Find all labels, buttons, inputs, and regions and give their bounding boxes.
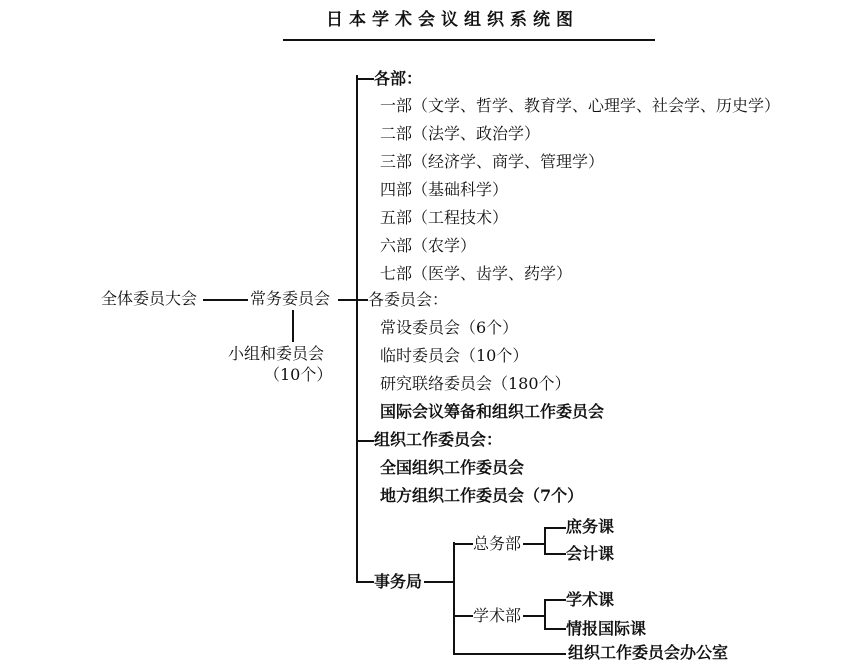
branch-unit-2 (544, 553, 566, 555)
org-committee-label: 组织工作委员会： (374, 430, 503, 449)
subgroup-node: 小组和委员会 (228, 344, 325, 363)
branch-unit-4 (544, 628, 566, 630)
committee-item-1: 常设委员会（6个） (380, 318, 519, 337)
branch-sections (356, 78, 374, 80)
branch-org-committee (356, 440, 374, 442)
unit-intl-info: 情报国际课 (566, 619, 647, 638)
diagram-title: 日本学术会议组织系统图 (326, 10, 579, 30)
secretariat-spine (453, 542, 455, 654)
connector-academic (523, 615, 545, 617)
standing-committee-node: 常务委员会 (250, 289, 331, 308)
main-spine (356, 75, 358, 583)
connector-standing-subgroup (292, 310, 294, 342)
section-item-4: 四部（基础科学） (380, 180, 509, 199)
subgroup-count: （10个） (264, 365, 333, 384)
section-item-7: 七部（医学、齿学、药学） (380, 264, 573, 283)
branch-committees (356, 299, 368, 301)
secretariat-node: 事务局 (374, 572, 423, 591)
general-affairs-spine (544, 527, 546, 555)
section-item-6: 六部（农学） (380, 236, 477, 255)
title-underline (283, 39, 655, 41)
unit-academic: 学术课 (566, 590, 615, 609)
section-item-5: 五部（工程技术） (380, 208, 509, 227)
academic-spine (544, 599, 546, 630)
connector-assembly-standing (203, 299, 248, 301)
branch-office (453, 653, 566, 655)
branch-academic (453, 615, 473, 617)
branch-unit-3 (544, 599, 566, 601)
branch-secretariat (356, 581, 374, 583)
org-committee-item-1: 全国组织工作委员会 (380, 458, 525, 477)
section-item-3: 三部（经济学、商学、管理学） (380, 152, 605, 171)
branch-general-affairs (453, 543, 473, 545)
unit-accounting: 会计课 (566, 544, 615, 563)
general-affairs-node: 总务部 (473, 534, 522, 553)
connector-general-affairs (523, 543, 545, 545)
connector-standing-spine (338, 299, 358, 301)
sections-label: 各部： (374, 69, 423, 88)
unit-general-affairs: 庶务课 (566, 517, 615, 536)
section-item-1: 一部（文学、哲学、教育学、心理学、社会学、历史学） (380, 96, 781, 115)
branch-unit-1 (544, 527, 566, 529)
academic-node: 学术部 (473, 606, 522, 625)
committee-item-3: 研究联络委员会（180个） (380, 374, 571, 393)
committee-item-4: 国际会议筹备和组织工作委员会 (380, 402, 605, 421)
general-assembly-node: 全体委员大会 (101, 289, 198, 308)
office-node: 组织工作委员会办公室 (568, 643, 729, 662)
committees-label: 各委员会： (368, 290, 449, 309)
section-item-2: 二部（法学、政治学） (380, 124, 541, 143)
connector-secretariat-spine (424, 581, 454, 583)
org-committee-item-2: 地方组织工作委员会（7个） (380, 486, 584, 505)
committee-item-2: 临时委员会（10个） (380, 346, 529, 365)
